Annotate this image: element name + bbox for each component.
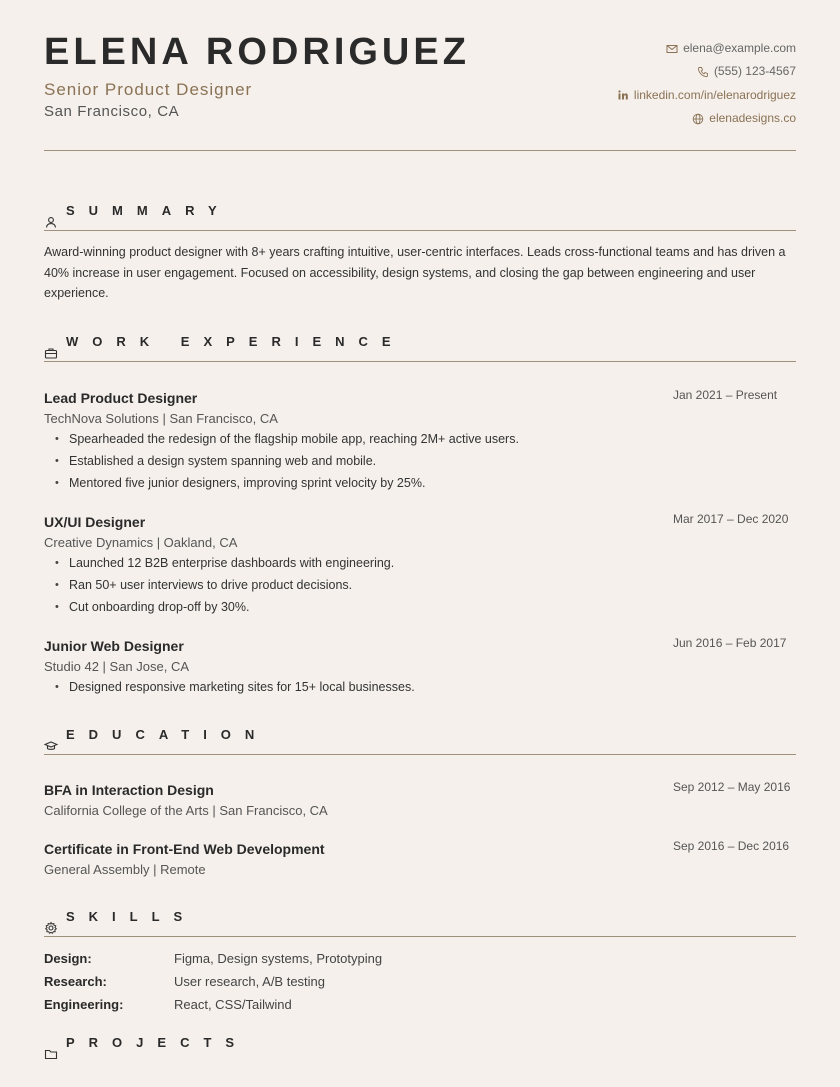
summary-divider (44, 230, 796, 231)
candidate-title: Senior Product Designer (44, 80, 253, 99)
job-bullet: • Launched 12 B2B enterprise dashboards with engineering. (44, 553, 394, 575)
skill-values: Figma, Design systems, Prototyping (174, 951, 383, 966)
projects-title: PROJECTS (66, 1035, 249, 1050)
job-role: Lead Product Designer (44, 390, 198, 406)
candidate-name: ELENA RODRIGUEZ (44, 31, 470, 73)
folder-icon (44, 1047, 58, 1061)
job-bullet: • Ran 50+ user interviews to drive product decisions. (44, 575, 394, 597)
contact-phone[interactable] (617, 60, 796, 83)
education-dates: Sep 2016 – Dec 2016 (673, 839, 790, 853)
briefcase-icon (44, 346, 58, 360)
education-org: California College of the Arts | San Francisco, CA (44, 803, 328, 818)
education-dates: Sep 2012 – May 2016 (673, 780, 791, 794)
person-icon (44, 215, 58, 229)
contact-website[interactable] (617, 107, 796, 130)
job-org: TechNova Solutions | San Francisco, CA (44, 411, 278, 426)
contact-linkedin-link[interactable]: linkedin.com/in/elenarodriguez (633, 87, 796, 102)
envelope-icon (666, 43, 678, 55)
skill-category: Research: (44, 974, 107, 989)
linkedin-icon (617, 89, 629, 101)
job-org: Creative Dynamics | Oakland, CA (44, 535, 238, 550)
contact-website-link[interactable]: elenadesigns.co (709, 111, 796, 126)
job-org: Studio 42 | San Jose, CA (44, 659, 190, 674)
skills-divider (44, 936, 796, 937)
education-title: EDUCATION (66, 727, 269, 742)
job-dates: Jan 2021 – Present (673, 388, 778, 402)
job-bullet: • Cut onboarding drop-off by 30%. (44, 597, 394, 619)
skill-values: React, CSS/Tailwind (174, 997, 292, 1012)
summary-title: SUMMARY (66, 203, 231, 218)
job-bullet: • Established a design system spanning web and mobile. (44, 451, 519, 473)
job-role: Junior Web Designer (44, 638, 184, 654)
job-dates: Mar 2017 – Dec 2020 (673, 512, 789, 526)
education-degree: Certificate in Front-End Web Development (44, 841, 325, 857)
job-dates: Jun 2016 – Feb 2017 (673, 636, 787, 650)
projects-heading (44, 1035, 796, 1065)
education-org: General Assembly | Remote (44, 862, 206, 877)
candidate-location: San Francisco, CA (44, 103, 180, 120)
job-bullet: • Designed responsive marketing sites for 15+ local businesses. (44, 677, 415, 699)
contact-linkedin[interactable] (617, 84, 796, 107)
education-divider (44, 754, 796, 755)
summary-text: Award-winning product designer with 8+ years crafting intuitive, user-centric interfaces. Leads cross-functional teams and has driven a 40% increase in user engagement. Focused on accessibility, design systems, and closing the gap between engineering and user experience. (44, 245, 786, 300)
experience-divider (44, 361, 796, 362)
skills-title: SKILLS (66, 909, 197, 924)
job-bullet: • Mentored five junior designers, improving sprint velocity by 25%. (44, 473, 519, 495)
job-bullets (44, 429, 519, 495)
resume-page (44, 0, 796, 1087)
job-bullets (44, 677, 415, 699)
phone-icon (697, 66, 709, 78)
skill-category: Engineering: (44, 997, 124, 1012)
skill-category: Design: (44, 951, 92, 966)
header-divider (44, 150, 796, 151)
contact-email[interactable] (617, 37, 796, 60)
skill-values: User research, A/B testing (174, 974, 326, 989)
contact-phone-text: (555) 123-4567 (713, 64, 796, 79)
experience-title: WORK EXPERIENCE (66, 334, 405, 349)
contact-block (617, 37, 796, 130)
contact-email-text: elena@example.com (683, 41, 796, 56)
education-degree: BFA in Interaction Design (44, 782, 214, 798)
job-role: UX/UI Designer (44, 514, 146, 530)
job-bullets (44, 553, 394, 619)
gear-icon (44, 921, 58, 935)
job-bullet: • Spearheaded the redesign of the flagship mobile app, reaching 2M+ active users. (44, 429, 519, 451)
globe-icon (692, 113, 704, 125)
graduation-cap-icon (44, 739, 58, 753)
